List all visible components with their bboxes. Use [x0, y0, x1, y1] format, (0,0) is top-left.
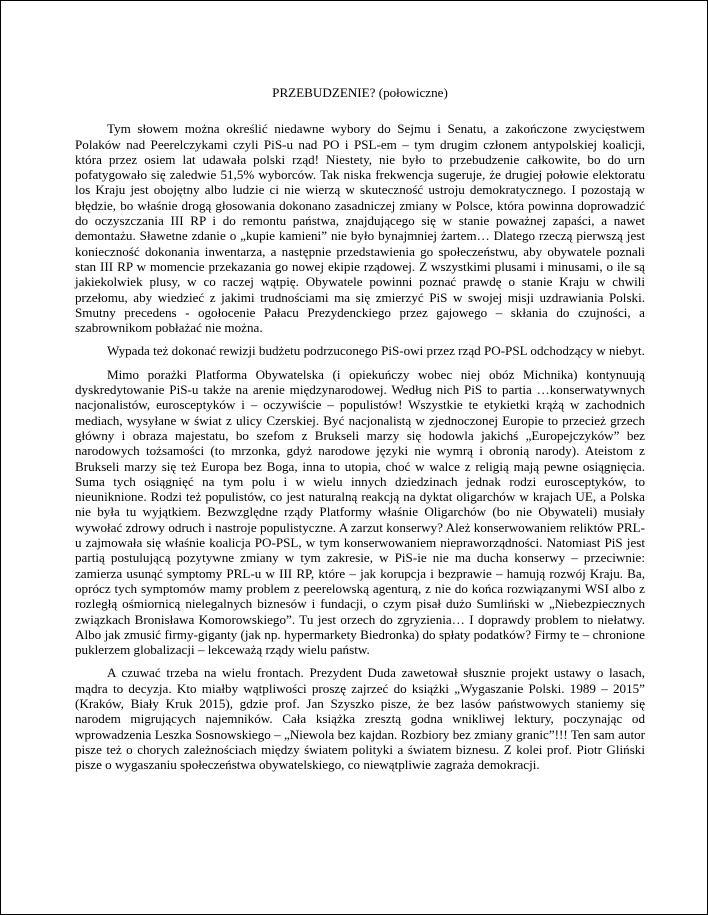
document-body — [75, 85, 645, 780]
paragraph: A czuwać trzeba na wielu frontach. Prezydent Duda zawetował słusznie projekt ustawy o lasach, mądra to decyzja. Kto miałby wątpliwości proszę zajrzeć do książki „Wygaszanie Polski. 1989 – 2015” (Kraków, Biały Kruk 2015), gdzie prof. Jan Szyszko pisze, że bez lasów państwowych staniemy się narodem migrujących najemników. Cała książka zresztą godna wnikliwej lektury, poczynając od wprowadzenia Leszka Sosnowskiego – „Niewola bez kajdan. Rozbiory bez zmiany granic”!!! Ten sam autor pisze też o chorych zależnościach między światem polityki a światem biznesu. Z kolei prof. Piotr Gliński pisze o wygaszaniu społeczeństwa obywatelskiego, co niewątpliwie zagraża demokracji. — [75, 665, 645, 773]
paragraph: Wypada też dokonać rewizji budżetu podrzuconego PiS-owi przez rząd PO-PSL odchodzący w niebyt. — [107, 343, 645, 359]
paragraph: Mimo porażki Platforma Obywatelska (i opiekuńczy wobec niej obóz Michnika) kontynuują dyskredytowanie PiS-u także na arenie międzynarodowej. Według nich PiS to partia …konserwatywnych nacjonalistów, eurosceptyków i – oczywiście – populistów! Wszystkie te etykietki krążą w zachodnich mediach, wysyłane w świat z ulicy Czerskiej. Być nacjonalistą w zjednoczonej Europie to przecież grzech główny i obraza majestatu, bo szefom z Brukseli marzy się hodowla jakichś „Europejczyków” bez narodowych tożsamości (to mrzonka, gdyż narodowe języki nie wymrą i obronią narody). Ateistom z Brukseli marzy się też Europa bez Boga, inna to utopia, choć w walce z religią mają pewne osiągnięcia. Suma tych osiągnięć na tym polu i w wielu innych dziedzinach jednak rodzi eurosceptyków, to nieuniknione. Rodzi też populistów, co jest naturalną reakcją na dyktat oligarchów w krajach UE, a Polska nie była tu wyjątkiem. Bezwzględne rządy Platformy właśnie Oligarchów (bo nie Obywateli) musiały wywołać zdrowy odruch i nastroje populistyczne. A zarzut konserwy? Ależ konserwowaniem reliktów PRL-u zajmowała się właśnie koalicja PO-PSL, w tym konserwowaniem niepraworządności. Natomiast PiS jest partią postulującą pozytywne zmiany w tym zakresie, w PiS-ie nie ma ducha konserwy – przeciwnie: zamierza usunąć symptomy PRL-u w III RP, które – jak korupcja i bezprawie – hamują rozwój Kraju. Ba, oprócz tych symptomów mamy problem z peerelowską agenturą, z nie do końca rozwiązanymi WSI albo z rozległą ośmiornicą nielegalnych biznesów i fundacji, o czym pisał dużo Sumliński w „Niebezpiecznych związkach Bronisława Komorowskiego”. Tu jest orzech do zgryzienia… I doprawdy problem to niełatwy. Albo jak zmusić firmy-giganty (jak np. hypermarkety Biedronka) do spłaty podatków? Firmy te – chronione puklerzem globalizacji – lekceważą rządy wielu państw. — [75, 366, 645, 658]
paragraph: Tym słowem można określić niedawne wybory do Sejmu i Senatu, a zakończone zwycięstwem Polaków nad Peerelczykami czyli PiS-u nad PO i PSL-em – tym drugim członem antypolskiej koalicji, która przez osiem lat udawała polski rząd! Niestety, nie było to przebudzenie całkowite, bo do urn pofatygowało się zaledwie 51,5% wyborców. Tak niska frekwencja sugeruje, że drugiej połowie elektoratu los Kraju jest obojętny albo ludzie ci nie wierzą w skuteczność ustroju demokratycznego. I pozostają w błędzie, bo właśnie drogą głosowania dokonano zasadniczej zmiany w Polsce, która powinna doprowadzić do oczyszczania III RP i do remontu państwa, znajdującego się w stanie poważnej zapaści, a nawet demontażu. Sławetne zdanie o „kupie kamieni” nie było bynajmniej żartem… Dlatego rzeczą pierwszą jest konieczność dokonania inwentarza, a następnie przedstawienia go społeczeństwu, aby obywatele poznali stan III RP w momencie przekazania go nowej ekipie rządowej. Z wszystkimi plusami i minusami, o ile są jakiekolwiek plusy, w co raczej wątpię. Obywatele powinni poznać prawdę o stanie Kraju w chwili przełomu, aby wiedzieć z jakimi trudnościami ma się zmierzyć PiS w swojej misji uzdrawiania Polski. Smutny precedens - ogołocenie Pałacu Prezydenckiego przez gajowego – skłania do czujności, a szabrownikom pobłażać nie można. — [75, 121, 645, 336]
document-title: PRZEBUDZENIE? (połowiczne) — [272, 85, 448, 100]
